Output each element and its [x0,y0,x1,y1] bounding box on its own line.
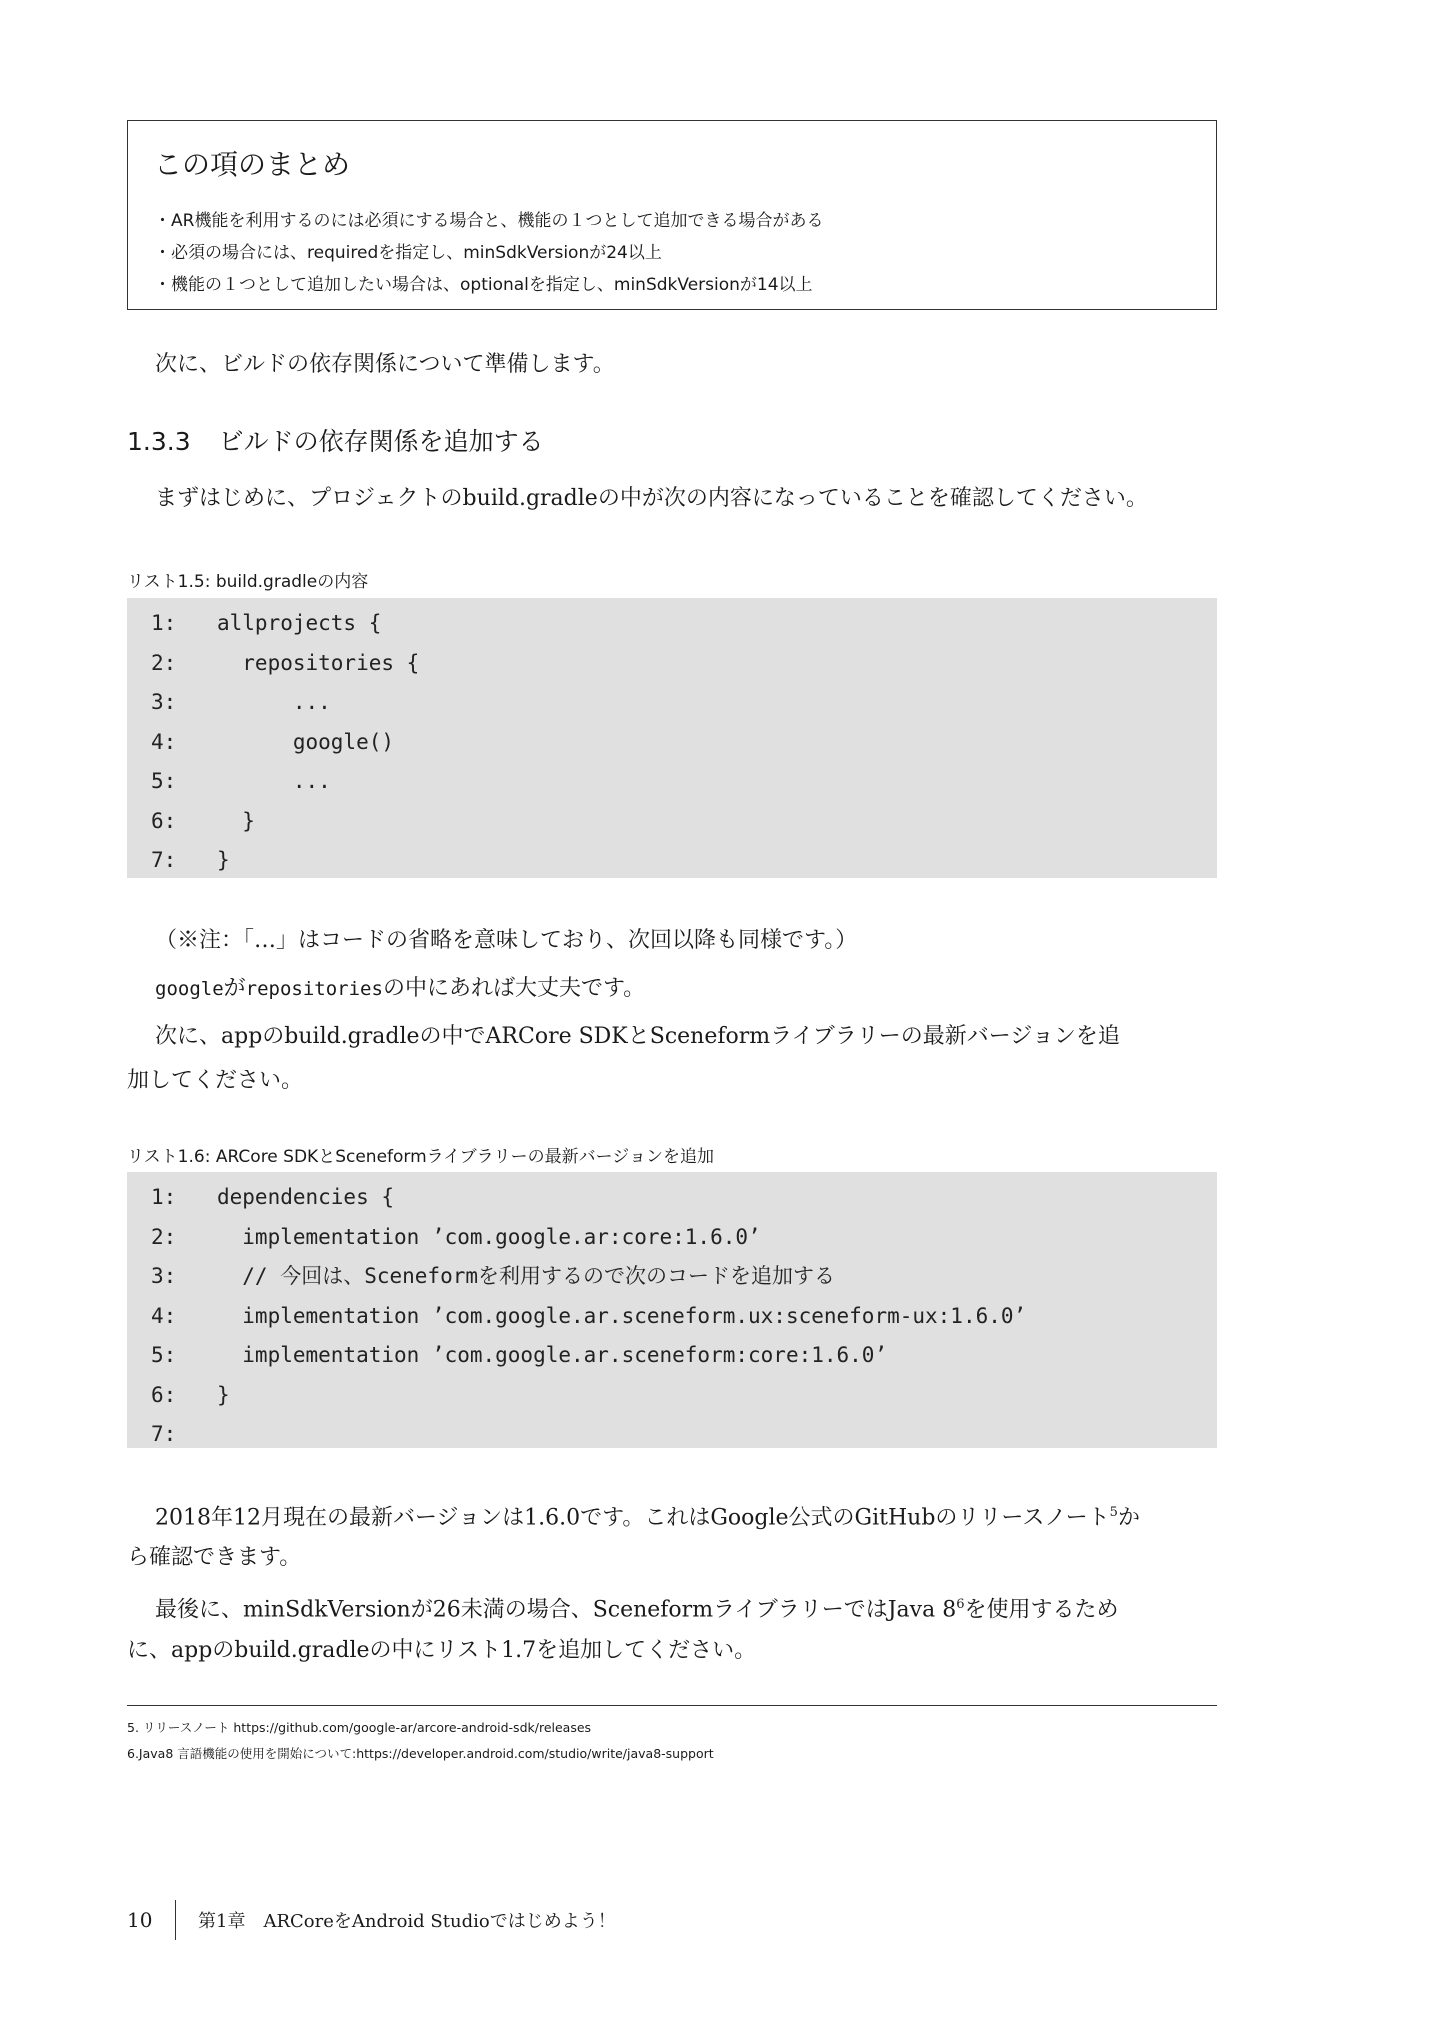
line-number: 4: [151,1303,177,1328]
line-number: 3: [151,1264,177,1288]
paragraph-text: 2018年12月現在の最新バージョンは1.6.0です。これはGoogle公式のGitHubのリリースノート [155,1505,1110,1531]
code-line [127,841,1217,881]
footnote-divider [127,1705,1217,1706]
line-number: 2: [151,650,177,675]
summary-title: この項のまとめ [154,148,351,181]
code-line [127,1415,1217,1455]
listing-caption: リスト1.6: ARCore SDKとSceneformライブラリーの最新バージョンを追加 [127,1147,714,1167]
line-number: 6: [151,808,177,833]
footnote-ref: 5 [1109,1505,1118,1520]
code-line [127,1336,1217,1376]
code-text: dependencies { [217,1185,395,1209]
line-number: 5: [151,769,177,793]
version-paragraph-line2: ら確認できます。 [127,1545,302,1570]
paragraph-text: の中にあれば大丈夫です。 [382,976,646,1001]
last-paragraph-line1 [127,1582,1217,1633]
note-paragraph: （※注：「…」はコードの省略を意味しており、次回以降も同様です。） [155,928,858,953]
last-paragraph-line2: に、appのbuild.gradleの中にリスト1.7を追加してください。 [127,1638,757,1663]
code-text: implementation ’com.google.ar:core:1.6.0’ [217,1224,761,1249]
footer-divider [175,1900,176,1940]
code-text: } [217,848,230,872]
line-number: 1: [151,1185,177,1209]
summary-item: ・必須の場合には、requiredを指定し、minSdkVersionが24以上 [154,243,662,263]
section-title: ビルドの依存関係を追加する [218,427,544,456]
footnote-ref: 6 [956,1597,965,1612]
summary-item: ・機能の１つとして追加したい場合は、optionalを指定し、minSdkVersionが14以上 [154,275,813,295]
footnote-6: 6.Java8 言語機能の使用を開始について:https://developer.android.com/studio/write/java8-support [127,1746,714,1761]
app-paragraph-line1: 次に、appのbuild.gradleの中でARCore SDKとSceneformライブラリーの最新バージョンを追 [155,1024,1120,1049]
paragraph-text: を使用するため [964,1597,1119,1623]
code-text: } [217,808,255,833]
chapter-title: 第1章 ARCoreをAndroid Studioではじめよう！ [198,1911,616,1932]
summary-item: ・AR機能を利用するのには必須にする場合と、機能の１つとして追加できる場合がある [154,211,824,231]
page-footer [127,1900,616,1940]
line-number: 6: [151,1382,177,1407]
code-text: implementation ’com.google.ar.sceneform.ux:sceneform-ux:1.6.0’ [217,1303,1027,1328]
app-paragraph-line2: 加してください。 [127,1068,304,1093]
line-number: 7: [151,1422,177,1446]
code-text: ... [217,769,331,793]
line-number: 2: [151,1224,177,1249]
section-number: 1.3.3 [127,427,191,456]
footnote-5: 5. リリースノート https://github.com/google-ar/arcore-android-sdk/releases [127,1720,592,1735]
code-text: // 今回は、Sceneformを利用するので次のコードを追加する [217,1264,836,1288]
code-text: google() [217,729,395,754]
code-line [127,1257,1217,1297]
code-line [127,1218,1217,1258]
code-line [127,802,1217,842]
line-number: 5: [151,1343,177,1367]
summary-box [127,120,1217,310]
code-listing-2 [127,1172,1217,1448]
page-number: 10 [127,1908,153,1932]
section-heading [127,422,544,458]
line-number: 4: [151,729,177,754]
code-line [127,1297,1217,1337]
code-line [127,644,1217,684]
code-text: ... [217,690,331,714]
code-text: repositories { [217,650,420,675]
listing-caption: リスト1.5: build.gradleの内容 [127,572,369,592]
line-number: 3: [151,690,177,714]
google-paragraph [127,966,1217,1012]
check-paragraph: まずはじめに、プロジェクトのbuild.gradleの中が次の内容になっていることを確認してください。 [155,486,1148,511]
version-paragraph-line1 [127,1490,1217,1541]
code-text: } [217,1382,230,1407]
line-number: 7: [151,848,177,872]
code-listing-1 [127,598,1217,878]
inline-code: repositories [245,978,383,1000]
code-line [127,683,1217,723]
code-text: implementation ’com.google.ar.sceneform:core:1.6.0’ [217,1343,888,1367]
paragraph-text: 最後に、minSdkVersionが26未満の場合、SceneformライブラリーではJava 8 [155,1597,957,1623]
intro-paragraph: 次に、ビルドの依存関係について準備します。 [155,352,615,377]
code-line [127,1376,1217,1416]
paragraph-text: が [223,976,246,1001]
code-line [127,762,1217,802]
line-number: 1: [151,611,177,635]
code-line [127,723,1217,763]
inline-code: google [155,978,224,1000]
code-line [127,1178,1217,1218]
code-text: allprojects { [217,611,382,635]
code-line [127,604,1217,644]
paragraph-text: か [1117,1505,1140,1531]
